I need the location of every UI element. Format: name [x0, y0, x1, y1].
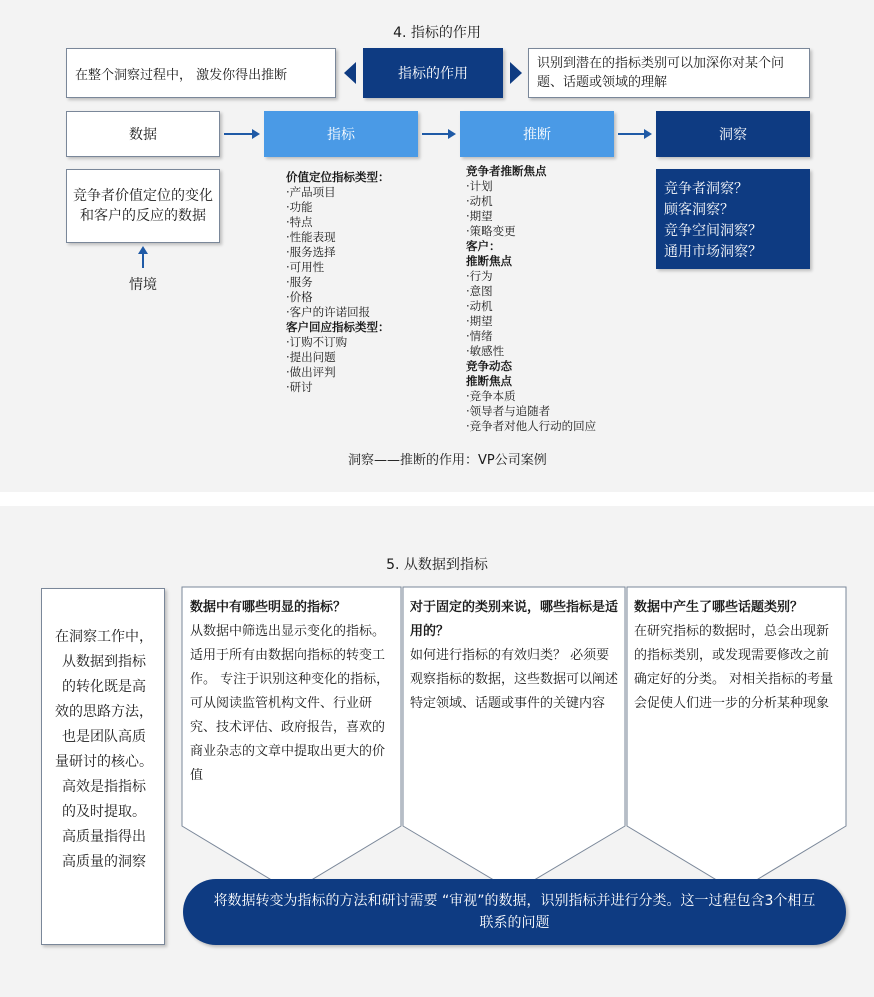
summary-banner: 将数据转变为指标的方法和研讨需要 “审视”的数据，识别指标并进行分类。这一过程包含3个相互联系的问题	[183, 879, 846, 945]
arrow-line	[224, 133, 254, 135]
list-item: ·功能	[286, 200, 313, 214]
summary-line: 的转化既是高	[62, 679, 146, 695]
insight-list	[656, 169, 810, 269]
list-item: ·意图	[466, 284, 493, 298]
list-item: ·敏感性	[466, 344, 505, 358]
list-item: ·订购不订购	[286, 335, 348, 349]
list-item: ·领导者与追随者	[466, 404, 551, 418]
list-item: ·提出问题	[286, 350, 336, 364]
list-item: ·价格	[286, 290, 313, 304]
list-item: ·性能表现	[286, 230, 336, 244]
summary-line: 高效是指指标	[62, 779, 146, 795]
context-label: 情境	[129, 277, 157, 293]
summary-text-box	[41, 588, 165, 945]
list-item: ·计划	[466, 179, 493, 193]
flow-inference: 推断	[460, 111, 614, 157]
data-description: 竞争者价值定位的变化和客户的反应的数据	[66, 169, 220, 243]
column-heading: 数据中产生了哪些话题类别？	[634, 600, 804, 615]
list-item: ·动机	[466, 194, 493, 208]
column-body: 从数据中筛选出显示变化的指标。 适用于所有由数据向指标的转变工作。 专注于识别这种变化的指标，可从阅读监管机构文件、行业研究、技术评估、政府报告，喜欢的商业杂志的文章中提取出更大的价值	[190, 624, 390, 783]
arrow-line	[142, 252, 144, 268]
list-item: ·做出评判	[286, 365, 336, 379]
left-note: 在整个洞察过程中， 激发你得出推断	[66, 48, 336, 98]
arrow-line	[618, 133, 646, 135]
right-note: 识别到潜在的指标类别可以加深你对某个问题、话题或领域的理解	[528, 48, 810, 98]
insight-item: 通用市场洞察？	[664, 244, 762, 260]
summary-line: 从数据到指标	[62, 654, 146, 670]
flow-indicator: 指标	[264, 111, 418, 157]
arrow-line	[422, 133, 450, 135]
list-item: ·特点	[286, 215, 313, 229]
column-body: 在研究指标的数据时，总会出现新的指标类别，或发现需要修改之前确定好的分类。 对相关指标的考量会促使人们进一步的分析某种现象	[634, 624, 834, 711]
section-data-to-indicators	[0, 506, 874, 997]
section1-title: 4. 指标的作用	[393, 25, 481, 41]
left-triangle-icon	[344, 62, 356, 84]
summary-line: 高质量指得出	[62, 829, 146, 845]
summary-line: 也是团队高质	[62, 729, 146, 745]
list-item: ·竞争者对他人行动的回应	[466, 419, 597, 433]
insight-item: 顾客洞察？	[664, 202, 734, 218]
list-item: ·期望	[466, 314, 493, 328]
arrow-up-icon	[138, 246, 148, 254]
list-heading: 客户：	[466, 239, 501, 253]
list-item: ·服务选择	[286, 245, 336, 259]
insight-item: 竞争者洞察？	[664, 181, 748, 197]
list-item: ·服务	[286, 275, 313, 289]
list-item: ·可用性	[286, 260, 325, 274]
role-label: 指标的作用	[363, 48, 503, 98]
list-item: ·研讨	[286, 380, 313, 394]
summary-line: 的及时提取。	[62, 804, 146, 820]
column-body: 如何进行指标的有效归类？ 必须要观察指标的数据，这些数据可以阐述特定领域、话题或事件的关键内容	[410, 648, 619, 711]
column-1	[190, 596, 390, 788]
right-triangle-icon	[510, 62, 522, 84]
indicator-type-list	[286, 170, 390, 395]
column-heading: 数据中有哪些明显的指标？	[190, 600, 347, 615]
column-heading: 对于固定的类别来说，哪些指标是适用的？	[410, 600, 619, 639]
insight-item: 竞争空间洞察？	[664, 223, 762, 239]
list-heading: 竞争动态	[466, 359, 512, 373]
column-2	[410, 596, 618, 716]
arrow-right-icon	[644, 129, 652, 139]
arrow-right-icon	[252, 129, 260, 139]
summary-line: 在洞察工作中，	[55, 629, 153, 645]
list-item: ·动机	[466, 299, 493, 313]
caption: 洞察——推断的作用：VP公司案例	[348, 453, 547, 468]
list-heading: 价值定位指标类型：	[286, 170, 390, 184]
list-item: ·期望	[466, 209, 493, 223]
summary-line: 效的思路方法，	[55, 704, 153, 720]
inference-focus-list	[466, 164, 596, 434]
list-item: ·行为	[466, 269, 493, 283]
list-item: ·策略变更	[466, 224, 516, 238]
summary-line: 高质量的洞察	[62, 854, 146, 870]
list-heading: 客户回应指标类型：	[286, 320, 390, 334]
summary-line: 量研讨的核心。	[55, 754, 153, 770]
column-3	[634, 596, 840, 716]
flow-data: 数据	[66, 111, 220, 157]
arrow-right-icon	[448, 129, 456, 139]
list-item: ·情绪	[466, 329, 493, 343]
list-heading: 推断焦点	[466, 374, 512, 388]
list-heading: 推断焦点	[466, 254, 512, 268]
section-role-of-indicators	[0, 0, 874, 492]
list-item: ·客户的许诺回报	[286, 305, 371, 319]
section2-title: 5. 从数据到指标	[386, 557, 488, 573]
list-heading: 竞争者推断焦点	[466, 164, 547, 178]
list-item: ·竞争本质	[466, 389, 516, 403]
flow-insight: 洞察	[656, 111, 810, 157]
list-item: ·产品项目	[286, 185, 336, 199]
